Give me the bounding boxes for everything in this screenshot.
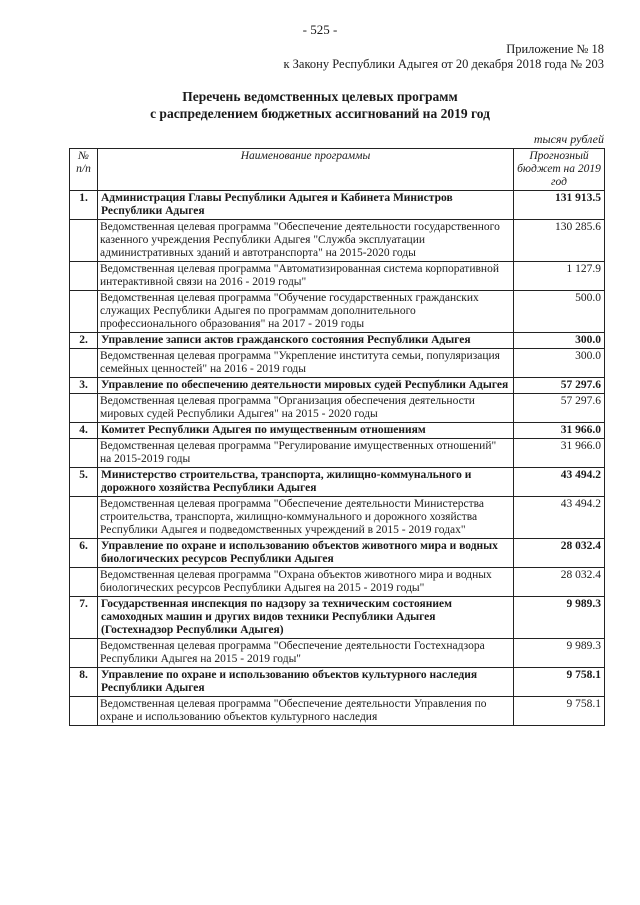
budget-amount: 300.0 [514, 333, 605, 349]
program-row [70, 497, 605, 539]
appendix-reference [283, 42, 604, 72]
budget-amount: 9 989.3 [514, 639, 605, 668]
program-name: Ведомственная целевая программа "Обеспечение деятельности Министерства строительства, транспорта, жилищно-коммунального и дорожного хозяйства Республики Адыгея и подведомственных учреждений в 2015 - 2019 годах" [98, 497, 514, 539]
department-row [70, 191, 605, 220]
budget-amount: 28 032.4 [514, 568, 605, 597]
program-row [70, 697, 605, 726]
program-name: Ведомственная целевая программа "Регулирование имущественных отношений" на 2015-2019 годы [98, 439, 514, 468]
program-row [70, 291, 605, 333]
department-row [70, 468, 605, 497]
budget-amount: 130 285.6 [514, 220, 605, 262]
program-row [70, 394, 605, 423]
appendix-line-1: Приложение № 18 [506, 42, 604, 56]
budget-amount: 43 494.2 [514, 468, 605, 497]
budget-amount: 43 494.2 [514, 497, 605, 539]
program-name: Ведомственная целевая программа "Обеспечение деятельности Управления по охране и использованию объектов культурного наследия [98, 697, 514, 726]
row-number: 7. [70, 597, 98, 639]
page-number: - 525 - [302, 22, 338, 37]
budget-amount: 300.0 [514, 349, 605, 378]
department-row [70, 378, 605, 394]
row-number: 6. [70, 539, 98, 568]
budget-amount: 500.0 [514, 291, 605, 333]
department-name: Управление по охране и использованию объектов животного мира и водных биологических ресурсов Республики Адыгея [98, 539, 514, 568]
program-name: Ведомственная целевая программа "Обеспечение деятельности Гостехнадзора Республики Адыгея на 2015 - 2019 годы" [98, 639, 514, 668]
row-number [70, 262, 98, 291]
department-row [70, 539, 605, 568]
department-name: Комитет Республики Адыгея по имущественным отношениям [98, 423, 514, 439]
department-row [70, 423, 605, 439]
appendix-line-2: к Закону Республики Адыгея от 20 декабря 2018 года № 203 [283, 57, 604, 71]
row-number [70, 220, 98, 262]
department-name: Управление по обеспечению деятельности мировых судей Республики Адыгея [98, 378, 514, 394]
row-number [70, 697, 98, 726]
program-name: Ведомственная целевая программа "Укрепление института семьи, популяризация семейных ценностей" на 2016 - 2019 годы [98, 349, 514, 378]
table-body [70, 191, 605, 726]
row-number [70, 349, 98, 378]
row-number [70, 394, 98, 423]
title-line-1: Перечень ведомственных целевых программ [182, 89, 458, 104]
department-row [70, 597, 605, 639]
table-header-row [70, 149, 605, 191]
budget-amount: 1 127.9 [514, 262, 605, 291]
budget-amount: 9 758.1 [514, 668, 605, 697]
row-number [70, 291, 98, 333]
budget-amount: 9 989.3 [514, 597, 605, 639]
row-number: 2. [70, 333, 98, 349]
row-number [70, 568, 98, 597]
row-number: 3. [70, 378, 98, 394]
program-row [70, 262, 605, 291]
program-name: Ведомственная целевая программа "Организация обеспечения деятельности мировых судей Республики Адыгея" на 2015 - 2020 годы [98, 394, 514, 423]
budget-amount: 28 032.4 [514, 539, 605, 568]
row-number: 1. [70, 191, 98, 220]
row-number [70, 639, 98, 668]
program-row [70, 439, 605, 468]
program-name: Ведомственная целевая программа "Автоматизированная система корпоративной интерактивной связи на 2016 - 2019 годы" [98, 262, 514, 291]
department-name: Управление записи актов гражданского состояния Республики Адыгея [98, 333, 514, 349]
header-num: № п/п [70, 149, 98, 191]
department-row [70, 668, 605, 697]
program-row [70, 220, 605, 262]
title-line-2: с распределением бюджетных ассигнований на 2019 год [150, 106, 490, 121]
department-name: Управление по охране и использованию объектов культурного наследия Республики Адыгея [98, 668, 514, 697]
budget-amount: 31 966.0 [514, 423, 605, 439]
budget-amount: 57 297.6 [514, 378, 605, 394]
department-name: Государственная инспекция по надзору за техническим состоянием самоходных машин и других видов техники Республики Адыгея (Гостехнадзор Республики Адыгея) [98, 597, 514, 639]
row-number: 8. [70, 668, 98, 697]
header-name: Наименование программы [98, 149, 514, 191]
document-title [0, 88, 640, 122]
department-row [70, 333, 605, 349]
row-number [70, 439, 98, 468]
row-number [70, 497, 98, 539]
budget-amount: 57 297.6 [514, 394, 605, 423]
header-budget: Прогнозный бюджет на 2019 год [514, 149, 605, 191]
row-number: 5. [70, 468, 98, 497]
program-name: Ведомственная целевая программа "Обеспечение деятельности государственного казенного учреждения Республики Адыгея "Служба эксплуатации административных зданий и автотранспорта" на 2015-2020 годы [98, 220, 514, 262]
program-name: Ведомственная целевая программа "Охрана объектов животного мира и водных биологических ресурсов Республики Адыгея на 2015 - 2019 годы" [98, 568, 514, 597]
units-label: тысяч рублей [533, 132, 604, 146]
budget-amount: 131 913.5 [514, 191, 605, 220]
budget-amount: 31 966.0 [514, 439, 605, 468]
row-number: 4. [70, 423, 98, 439]
program-row [70, 349, 605, 378]
budget-amount: 9 758.1 [514, 697, 605, 726]
department-name: Министерство строительства, транспорта, жилищно-коммунального и дорожного хозяйства Республики Адыгея [98, 468, 514, 497]
department-name: Администрация Главы Республики Адыгея и Кабинета Министров Республики Адыгея [98, 191, 514, 220]
program-row [70, 568, 605, 597]
program-row [70, 639, 605, 668]
program-name: Ведомственная целевая программа "Обучение государственных гражданских служащих Республики Адыгея по программам дополнительного профессионального образования" на 2017 - 2019 годы [98, 291, 514, 333]
programs-table [69, 148, 605, 726]
